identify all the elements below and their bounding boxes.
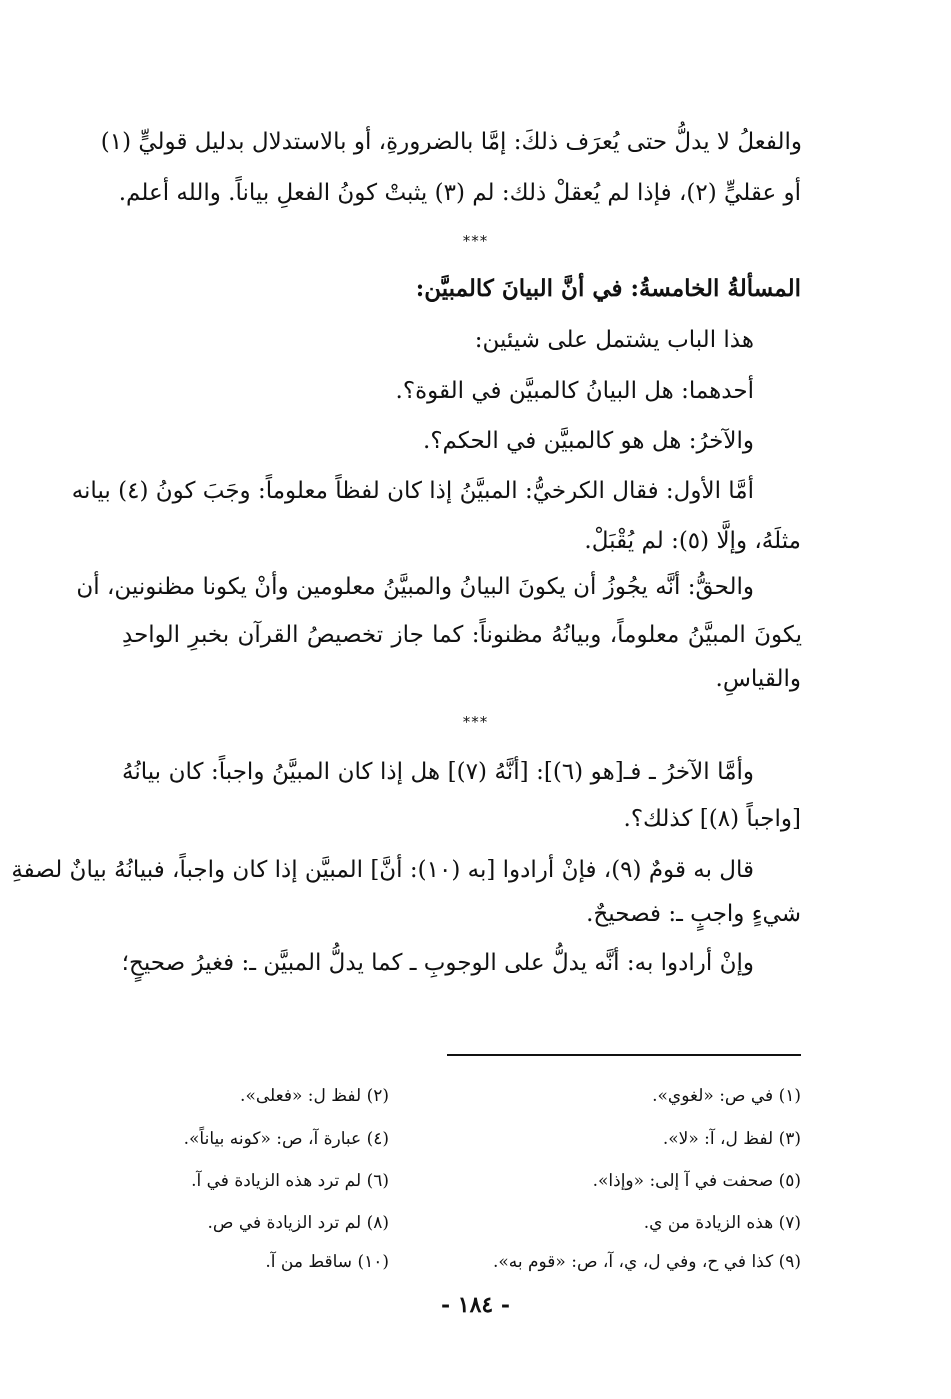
- body-line: يكونَ المبيَّنُ معلوماً، وبيانُهُ مظنوناً: كما جاز تخصيصُ القرآن بخبرِ الواحدِ: [122, 622, 802, 648]
- footnote: (٤) عبارة آ، ص: «كونه بياناً».: [183, 1129, 389, 1149]
- footnote: (٦) لم ترد هذه الزيادة في آ.: [191, 1171, 389, 1191]
- footnote: (١) في ص: «لغوي».: [652, 1086, 801, 1106]
- body-line: وأمَّا الآخرُ ـ فـ[هو (٦)]: [أنَّهُ (٧)] هل إذا كان المبيَّنُ واجباً: كان بيانُهُ: [122, 759, 755, 785]
- page-number: - ١٨٤ -: [440, 1292, 511, 1318]
- footnote: (٣) لفظ ل، آ: «لا».: [662, 1129, 801, 1149]
- footnote: (٨) لم ترد الزيادة في ص.: [207, 1213, 389, 1233]
- body-line: مثلَهُ، وإلَّا (٥): لم يُقْبَلْ.: [584, 528, 801, 554]
- footnote: (٢) لفظ ل: «فعلى».: [240, 1086, 389, 1106]
- footnote: (١٠) ساقط من آ.: [265, 1252, 389, 1272]
- body-line: شيءٍ واجبٍ ـ: فصحيحٌ.: [586, 901, 801, 927]
- body-line: وإنْ أرادوا به: أنَّه يدلُّ على الوجوبِ ـ كما يدلُّ المبيَّن ـ: فغيرُ صحيحٍ؛: [121, 950, 754, 976]
- footnote: (٧) هذه الزيادة من ي.: [643, 1213, 801, 1233]
- section-separator: ***: [462, 713, 489, 731]
- body-line: والحقُّ: أنَّه يجُوزُ أن يكونَ البيانُ والمبيَّنُ معلومين وأنْ يكونا مظنونين، أن: [76, 574, 754, 600]
- footnote: (٩) كذا في ح، وفي ل، ي، آ، ص: «قوم به».: [492, 1252, 801, 1272]
- body-line: [واجباً (٨)] كذلك؟.: [623, 806, 801, 832]
- body-line: أحدهما: هل البيانُ كالمبيَّن في القوة؟.: [395, 378, 754, 404]
- body-line: قال به قومٌ (٩)، فإنْ أرادوا [به (١٠): أنَّ] المبيَّن إذا كان واجباً، فبيانُهُ بيانٌ لصفةِ: [11, 857, 754, 883]
- body-line: أو عقليٍّ (٢)، فإذا لم يُعقلْ ذلك: لم (٣) يثبتْ كونُ الفعلِ بياناً. والله أعلم.: [118, 180, 801, 206]
- body-line: أمَّا الأول: فقال الكرخيُّ: المبيَّنُ إذا كان لفظاً معلوماً: وجَبَ كونُ (٤) بيانه: [71, 478, 754, 504]
- body-line: والفعلُ لا يدلُّ حتى يُعرَف ذلكَ: إمَّا بالضرورةِ، أو بالاستدلال بدليل قوليٍّ (١): [100, 129, 802, 155]
- section-heading: المسألةُ الخامسةُ: في أنَّ البيانَ كالمبيَّن:: [415, 275, 801, 302]
- body-line: والآخرُ: هل هو كالمبيَّن في الحكم؟.: [423, 428, 754, 454]
- footnote: (٥) صحفت في آ إلى: «وإذا».: [592, 1171, 801, 1191]
- body-line: هذا الباب يشتمل على شيئين:: [474, 327, 754, 353]
- footnote-divider: [447, 1054, 801, 1056]
- body-line: والقياسِ.: [715, 666, 801, 692]
- section-separator: ***: [462, 232, 489, 250]
